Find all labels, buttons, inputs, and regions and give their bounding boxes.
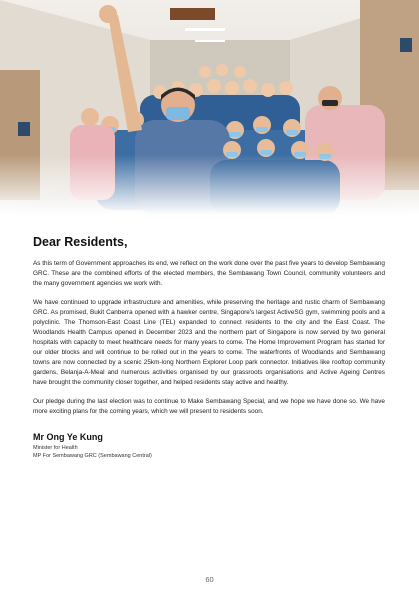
letter-body: [33, 235, 385, 460]
letter-paragraph: As this term of Government approaches its end, we reflect on the work done over the past five years to develop Sembawang GRC. These are the combined efforts of the elected members, the Sembawang Town Council, community volunteers and the many government agencies we work with.: [33, 260, 385, 287]
page-number: 60: [205, 575, 214, 584]
signer-constituency: MP For Sembawang GRC (Sembawang Central): [33, 453, 152, 459]
letter-paragraph: Our pledge during the last election was to continue to Make Sembawang Special, and we hope we have done so. We have more exciting plans for the coming years, which we will present to residents soon.: [33, 398, 385, 415]
signer-name: Mr Ong Ye Kung: [33, 432, 103, 442]
letter-heading: Dear Residents,: [33, 235, 128, 249]
letter-paragraph: We have continued to upgrade infrastructure and amenities, while preserving the heritage and rustic charm of Sembawang GRC. As promised, Bukit Canberra opened with a hawker centre, Singapore's largest ActiveSG gym, swimming pools and a polyclinic. The Thomson-East Coast Line (TEL) expanded to connect residents to the city and the East Coast. The Woodlands Health Campus opened in December 2023 and the northern part of Singapore is now served by two general hospitals with capacity to meet healthcare needs for many years to come. The Home Improvement Program has started for our older blocks and will continue to be rolled out in the years to come. The waterfronts of Woodlands and Sembawang towns are now connected by a scenic 25km-long Northern Explorer Loop park connector. Initiatives like rooftop community gardens, Belanja-A-Meal and numerous activities organised by our grassroots organisations and Active Ageing Centres have brought the community closer together, and helped residents stay active and healthy.: [33, 299, 385, 386]
header-photo: [0, 0, 419, 215]
group-photo-illustration: [0, 0, 419, 215]
signer-title: Minister for Health: [33, 445, 78, 451]
